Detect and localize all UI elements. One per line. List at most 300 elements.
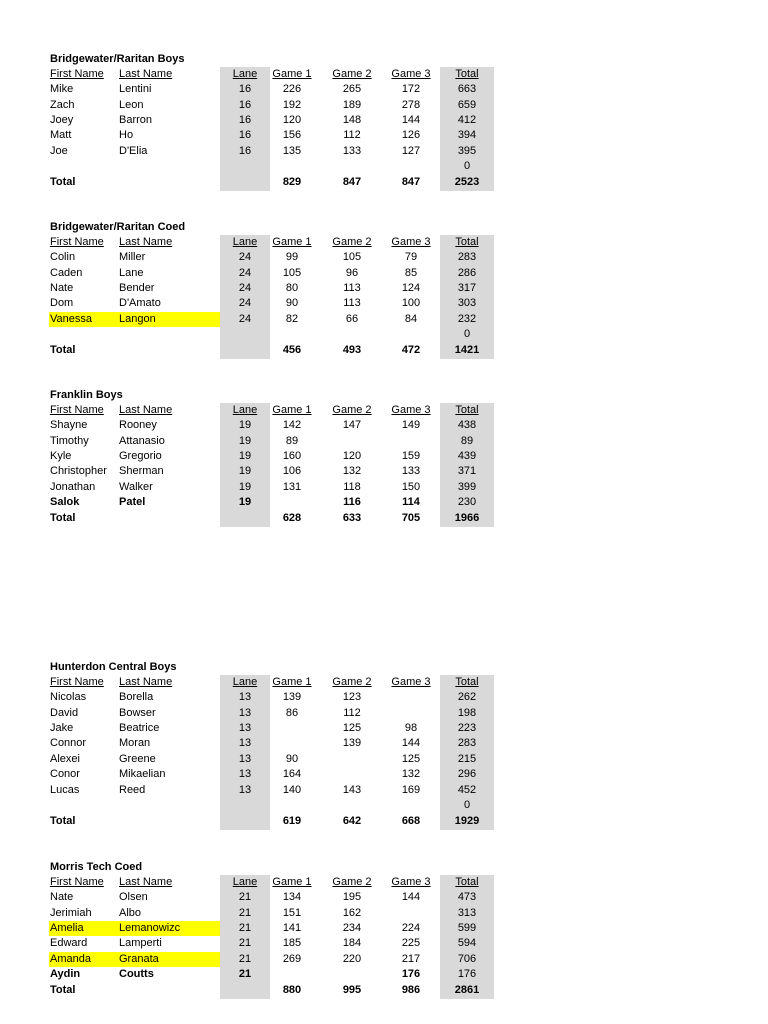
game-2-cell: 234 [342, 922, 362, 934]
first-name-cell: Dom [50, 297, 74, 309]
header-game-1: Game 1 [272, 876, 312, 888]
table-row [49, 266, 495, 281]
team-title: Bridgewater/Raritan Boys [50, 53, 185, 65]
game-3-cell: 114 [402, 496, 420, 508]
game-1-cell: 142 [282, 419, 302, 431]
last-name-cell: Miller [119, 251, 146, 263]
table-row [49, 480, 495, 495]
total-cell: 0 [463, 328, 471, 340]
game-3-cell: 126 [401, 129, 421, 141]
table-row [49, 967, 495, 982]
game-2-cell: 184 [342, 937, 362, 949]
total-cell: 283 [457, 737, 477, 749]
header-game-3: Game 3 [391, 236, 431, 248]
table-row [49, 690, 495, 705]
grand-total: 1421 [454, 344, 480, 356]
first-name-cell: Amanda [50, 953, 91, 965]
table-row [49, 721, 495, 736]
header-game-3: Game 3 [391, 876, 431, 888]
game-2-cell: 66 [345, 313, 359, 325]
game-3-cell: 150 [401, 481, 421, 493]
last-name-cell: Albo [119, 907, 142, 919]
header-game-3: Game 3 [391, 676, 431, 688]
total-cell: 395 [457, 145, 477, 157]
first-name-cell: Nicolas [50, 691, 87, 703]
game-2-total: 633 [342, 512, 362, 524]
game-2-cell: 139 [342, 737, 362, 749]
total-cell: 230 [457, 496, 477, 508]
game-1-cell: 192 [282, 99, 302, 111]
table-row [49, 418, 495, 433]
total-cell: 232 [457, 313, 477, 325]
game-2-cell: 143 [342, 784, 362, 796]
total-cell: 0 [463, 160, 471, 172]
header-game-2: Game 2 [332, 404, 372, 416]
total-cell: 0 [463, 799, 471, 811]
lane-cell: 19 [238, 450, 252, 462]
table-row [49, 736, 495, 751]
game-2-cell: 125 [342, 722, 362, 734]
lane-cell: 21 [238, 968, 252, 980]
total-cell: 706 [457, 953, 477, 965]
game-2-total: 847 [342, 176, 362, 188]
header-game-3: Game 3 [391, 404, 431, 416]
game-1-cell: 135 [282, 145, 302, 157]
header-first-name: First Name [50, 236, 104, 248]
total-cell: 303 [457, 297, 477, 309]
game-3-cell: 132 [401, 768, 421, 780]
header-lane: Lane [232, 876, 258, 888]
totals-row [49, 814, 495, 829]
first-name-cell: Edward [50, 937, 88, 949]
header-lane: Lane [232, 236, 258, 248]
game-1-cell: 80 [285, 282, 299, 294]
lane-cell: 19 [238, 465, 252, 477]
last-name-cell: Olsen [119, 891, 148, 903]
game-3-total: 472 [401, 344, 421, 356]
last-name-cell: Patel [119, 496, 146, 508]
lane-cell: 16 [238, 83, 252, 95]
table-row [49, 449, 495, 464]
last-name-cell: Bowser [119, 707, 156, 719]
header-game-1: Game 1 [272, 676, 312, 688]
last-name-cell: Mikaelian [119, 768, 166, 780]
first-name-cell: Nate [50, 282, 74, 294]
lane-cell: 21 [238, 937, 252, 949]
first-name-cell: Jonathan [50, 481, 96, 493]
total-cell: 223 [457, 722, 477, 734]
table-row [49, 98, 495, 113]
game-3-cell: 85 [404, 267, 418, 279]
game-3-cell: 224 [401, 922, 421, 934]
header-last-name: Last Name [119, 68, 173, 80]
grand-total: 2861 [454, 984, 480, 996]
header-row [49, 675, 495, 690]
table-row [49, 921, 495, 936]
total-cell: 663 [457, 83, 477, 95]
first-name-cell: Connor [50, 737, 87, 749]
total-cell: 262 [457, 691, 477, 703]
header-first-name: First Name [50, 876, 104, 888]
first-name-cell: Aydin [50, 968, 81, 980]
total-cell: 394 [457, 129, 477, 141]
game-3-cell: 149 [401, 419, 421, 431]
table-row [49, 82, 495, 97]
last-name-cell: Sherman [119, 465, 164, 477]
lane-cell: 21 [238, 953, 252, 965]
game-2-cell: 123 [342, 691, 362, 703]
team-block [49, 661, 495, 831]
last-name-cell: Bender [119, 282, 155, 294]
table-row [49, 113, 495, 128]
header-last-name: Last Name [119, 404, 173, 416]
first-name-cell: Vanessa [50, 313, 92, 325]
first-name-cell: Colin [50, 251, 76, 263]
header-row [49, 403, 495, 418]
game-2-total: 995 [342, 984, 362, 996]
table-row [49, 250, 495, 265]
game-1-total: 880 [282, 984, 302, 996]
lane-cell: 24 [238, 297, 252, 309]
game-2-total: 642 [342, 815, 362, 827]
lane-cell: 13 [238, 784, 252, 796]
game-3-cell: 98 [404, 722, 418, 734]
game-2-cell: 120 [342, 450, 362, 462]
game-1-total: 829 [282, 176, 302, 188]
table-row [49, 434, 495, 449]
game-1-cell: 106 [282, 465, 302, 477]
game-2-cell: 220 [342, 953, 362, 965]
lane-cell: 21 [238, 907, 252, 919]
game-2-cell: 112 [343, 707, 361, 719]
total-cell: 198 [457, 707, 477, 719]
last-name-cell: Coutts [119, 968, 154, 980]
game-3-total: 847 [401, 176, 421, 188]
header-last-name: Last Name [119, 876, 173, 888]
first-name-cell: Jerimiah [50, 907, 92, 919]
totals-label: Total [50, 815, 76, 827]
header-total: Total [455, 236, 479, 248]
table-row [49, 952, 495, 967]
game-1-cell: 140 [282, 784, 302, 796]
game-3-cell: 144 [401, 737, 421, 749]
game-3-cell: 159 [401, 450, 421, 462]
game-1-cell: 139 [282, 691, 302, 703]
header-game-1: Game 1 [272, 236, 312, 248]
last-name-cell: Walker [119, 481, 153, 493]
lane-cell: 21 [238, 891, 252, 903]
game-2-cell: 116 [343, 496, 361, 508]
table-row [49, 783, 495, 798]
game-1-cell: 269 [282, 953, 302, 965]
game-3-total: 668 [401, 815, 421, 827]
game-1-cell: 90 [285, 297, 299, 309]
team-block [49, 861, 495, 1000]
last-name-cell: Lamperti [119, 937, 162, 949]
table-row [49, 798, 495, 813]
game-2-cell: 189 [342, 99, 362, 111]
total-cell: 317 [457, 282, 477, 294]
header-total: Total [455, 876, 479, 888]
last-name-cell: Lane [119, 267, 144, 279]
total-cell: 473 [457, 891, 477, 903]
last-name-cell: D'Amato [119, 297, 161, 309]
totals-label: Total [50, 344, 76, 356]
lane-cell: 13 [238, 691, 252, 703]
game-1-cell: 164 [282, 768, 302, 780]
first-name-cell: Salok [50, 496, 80, 508]
last-name-cell: Granata [119, 953, 159, 965]
game-3-cell: 144 [401, 114, 421, 126]
table-row [49, 495, 495, 510]
lane-cell: 16 [238, 129, 252, 141]
team-title: Franklin Boys [50, 389, 123, 401]
first-name-cell: Conor [50, 768, 80, 780]
game-2-cell: 265 [342, 83, 362, 95]
header-game-2: Game 2 [332, 236, 372, 248]
team-block [49, 221, 495, 360]
team-block [49, 53, 495, 192]
lane-cell: 19 [238, 419, 252, 431]
header-last-name: Last Name [119, 676, 173, 688]
table-row [49, 312, 495, 327]
team-title: Hunterdon Central Boys [50, 661, 177, 673]
last-name-cell: Rooney [119, 419, 157, 431]
lane-cell: 19 [238, 481, 252, 493]
lane-cell: 16 [238, 99, 252, 111]
game-2-total: 493 [342, 344, 362, 356]
header-row [49, 235, 495, 250]
lane-cell: 13 [238, 722, 252, 734]
header-game-2: Game 2 [332, 68, 372, 80]
totals-label: Total [50, 984, 76, 996]
last-name-cell: Reed [119, 784, 146, 796]
game-1-cell: 82 [285, 313, 299, 325]
game-1-cell: 105 [282, 267, 302, 279]
game-3-total: 705 [401, 512, 421, 524]
last-name-cell: Borella [119, 691, 154, 703]
game-1-cell: 86 [285, 707, 299, 719]
last-name-cell: Lemanowizc [119, 922, 181, 934]
total-cell: 215 [457, 753, 477, 765]
first-name-cell: Matt [50, 129, 72, 141]
header-first-name: First Name [50, 676, 104, 688]
totals-label: Total [50, 512, 76, 524]
table-row [49, 767, 495, 782]
game-1-cell: 156 [282, 129, 302, 141]
header-row [49, 67, 495, 82]
first-name-cell: David [50, 707, 79, 719]
game-1-total: 619 [282, 815, 302, 827]
table-row [49, 890, 495, 905]
game-1-total: 628 [282, 512, 302, 524]
last-name-cell: Leon [119, 99, 144, 111]
totals-row [49, 511, 495, 526]
game-2-cell: 112 [343, 129, 361, 141]
lane-cell: 13 [238, 737, 252, 749]
lane-cell: 13 [238, 707, 252, 719]
total-cell: 296 [457, 768, 477, 780]
last-name-cell: Barron [119, 114, 153, 126]
game-3-cell: 169 [401, 784, 421, 796]
game-2-cell: 147 [342, 419, 362, 431]
game-3-cell: 125 [401, 753, 421, 765]
game-1-cell: 134 [282, 891, 302, 903]
team-title: Bridgewater/Raritan Coed [50, 221, 186, 233]
header-lane: Lane [232, 68, 258, 80]
table-row [49, 296, 495, 311]
game-2-cell: 105 [342, 251, 362, 263]
total-cell: 659 [457, 99, 477, 111]
lane-cell: 21 [238, 922, 252, 934]
lane-cell: 24 [238, 313, 252, 325]
lane-cell: 24 [238, 251, 252, 263]
first-name-cell: Joey [50, 114, 74, 126]
header-game-3: Game 3 [391, 68, 431, 80]
first-name-cell: Mike [50, 83, 74, 95]
header-total: Total [455, 676, 479, 688]
last-name-cell: Gregorio [119, 450, 162, 462]
header-row [49, 875, 495, 890]
game-2-cell: 113 [343, 297, 361, 309]
game-3-cell: 278 [401, 99, 421, 111]
game-3-cell: 84 [404, 313, 418, 325]
last-name-cell: Langon [119, 313, 156, 325]
game-2-cell: 195 [342, 891, 362, 903]
table-row [49, 464, 495, 479]
table-row [49, 936, 495, 951]
game-1-cell: 141 [282, 922, 302, 934]
game-3-cell: 100 [401, 297, 421, 309]
table-row [49, 281, 495, 296]
game-2-cell: 118 [343, 481, 361, 493]
first-name-cell: Timothy [50, 435, 89, 447]
total-cell: 286 [457, 267, 477, 279]
first-name-cell: Kyle [50, 450, 72, 462]
last-name-cell: Attanasio [119, 435, 165, 447]
first-name-cell: Alexei [50, 753, 80, 765]
first-name-cell: Caden [50, 267, 83, 279]
game-3-cell: 79 [404, 251, 418, 263]
total-cell: 594 [457, 937, 477, 949]
last-name-cell: Ho [119, 129, 134, 141]
last-name-cell: Moran [119, 737, 151, 749]
header-game-2: Game 2 [332, 676, 372, 688]
game-3-cell: 225 [401, 937, 421, 949]
game-2-cell: 162 [342, 907, 362, 919]
first-name-cell: Shayne [50, 419, 88, 431]
first-name-cell: Amelia [50, 922, 84, 934]
total-cell: 412 [457, 114, 477, 126]
first-name-cell: Jake [50, 722, 74, 734]
first-name-cell: Joe [50, 145, 68, 157]
game-1-cell: 160 [282, 450, 302, 462]
game-2-cell: 96 [345, 267, 359, 279]
header-last-name: Last Name [119, 236, 173, 248]
total-cell: 89 [460, 435, 474, 447]
total-cell: 438 [457, 419, 477, 431]
header-game-1: Game 1 [272, 68, 312, 80]
game-3-cell: 217 [401, 953, 421, 965]
table-row [49, 159, 495, 174]
total-cell: 283 [457, 251, 477, 263]
header-lane: Lane [232, 404, 258, 416]
game-3-cell: 172 [401, 83, 421, 95]
totals-row [49, 343, 495, 358]
header-first-name: First Name [50, 404, 104, 416]
team-title: Morris Tech Coed [50, 861, 143, 873]
lane-cell: 13 [238, 768, 252, 780]
team-block [49, 389, 495, 528]
game-1-cell: 226 [282, 83, 302, 95]
header-lane: Lane [232, 676, 258, 688]
lane-cell: 24 [238, 282, 252, 294]
game-1-cell: 90 [285, 753, 299, 765]
total-cell: 599 [457, 922, 477, 934]
header-game-1: Game 1 [272, 404, 312, 416]
grand-total: 1929 [454, 815, 480, 827]
game-1-cell: 131 [282, 481, 302, 493]
table-row [49, 327, 495, 342]
first-name-cell: Nate [50, 891, 74, 903]
game-3-cell: 176 [401, 968, 421, 980]
game-1-cell: 120 [282, 114, 302, 126]
total-cell: 452 [457, 784, 477, 796]
lane-cell: 24 [238, 267, 252, 279]
game-3-total: 986 [401, 984, 421, 996]
first-name-cell: Lucas [50, 784, 80, 796]
last-name-cell: Beatrice [119, 722, 160, 734]
total-cell: 439 [457, 450, 477, 462]
totals-label: Total [50, 176, 76, 188]
game-3-cell: 124 [401, 282, 421, 294]
table-row [49, 752, 495, 767]
game-2-cell: 113 [343, 282, 361, 294]
game-1-total: 456 [282, 344, 302, 356]
last-name-cell: Greene [119, 753, 156, 765]
last-name-cell: Lentini [119, 83, 152, 95]
game-2-cell: 133 [342, 145, 362, 157]
totals-row [49, 983, 495, 998]
total-cell: 399 [457, 481, 477, 493]
table-row [49, 144, 495, 159]
lane-cell: 19 [238, 496, 252, 508]
game-1-cell: 185 [282, 937, 302, 949]
header-first-name: First Name [50, 68, 104, 80]
lane-cell: 16 [238, 145, 252, 157]
game-2-cell: 148 [342, 114, 362, 126]
table-row [49, 706, 495, 721]
lane-cell: 19 [238, 435, 252, 447]
grand-total: 1966 [454, 512, 480, 524]
total-cell: 313 [457, 907, 477, 919]
first-name-cell: Christopher [50, 465, 107, 477]
grand-total: 2523 [454, 176, 480, 188]
game-1-cell: 89 [285, 435, 299, 447]
lane-cell: 13 [238, 753, 252, 765]
first-name-cell: Zach [50, 99, 75, 111]
header-game-2: Game 2 [332, 876, 372, 888]
header-total: Total [455, 404, 479, 416]
game-1-cell: 99 [285, 251, 299, 263]
header-total: Total [455, 68, 479, 80]
table-row [49, 906, 495, 921]
totals-row [49, 175, 495, 190]
lane-cell: 16 [238, 114, 252, 126]
last-name-cell: D'Elia [119, 145, 148, 157]
total-cell: 176 [457, 968, 477, 980]
game-1-cell: 151 [282, 907, 302, 919]
